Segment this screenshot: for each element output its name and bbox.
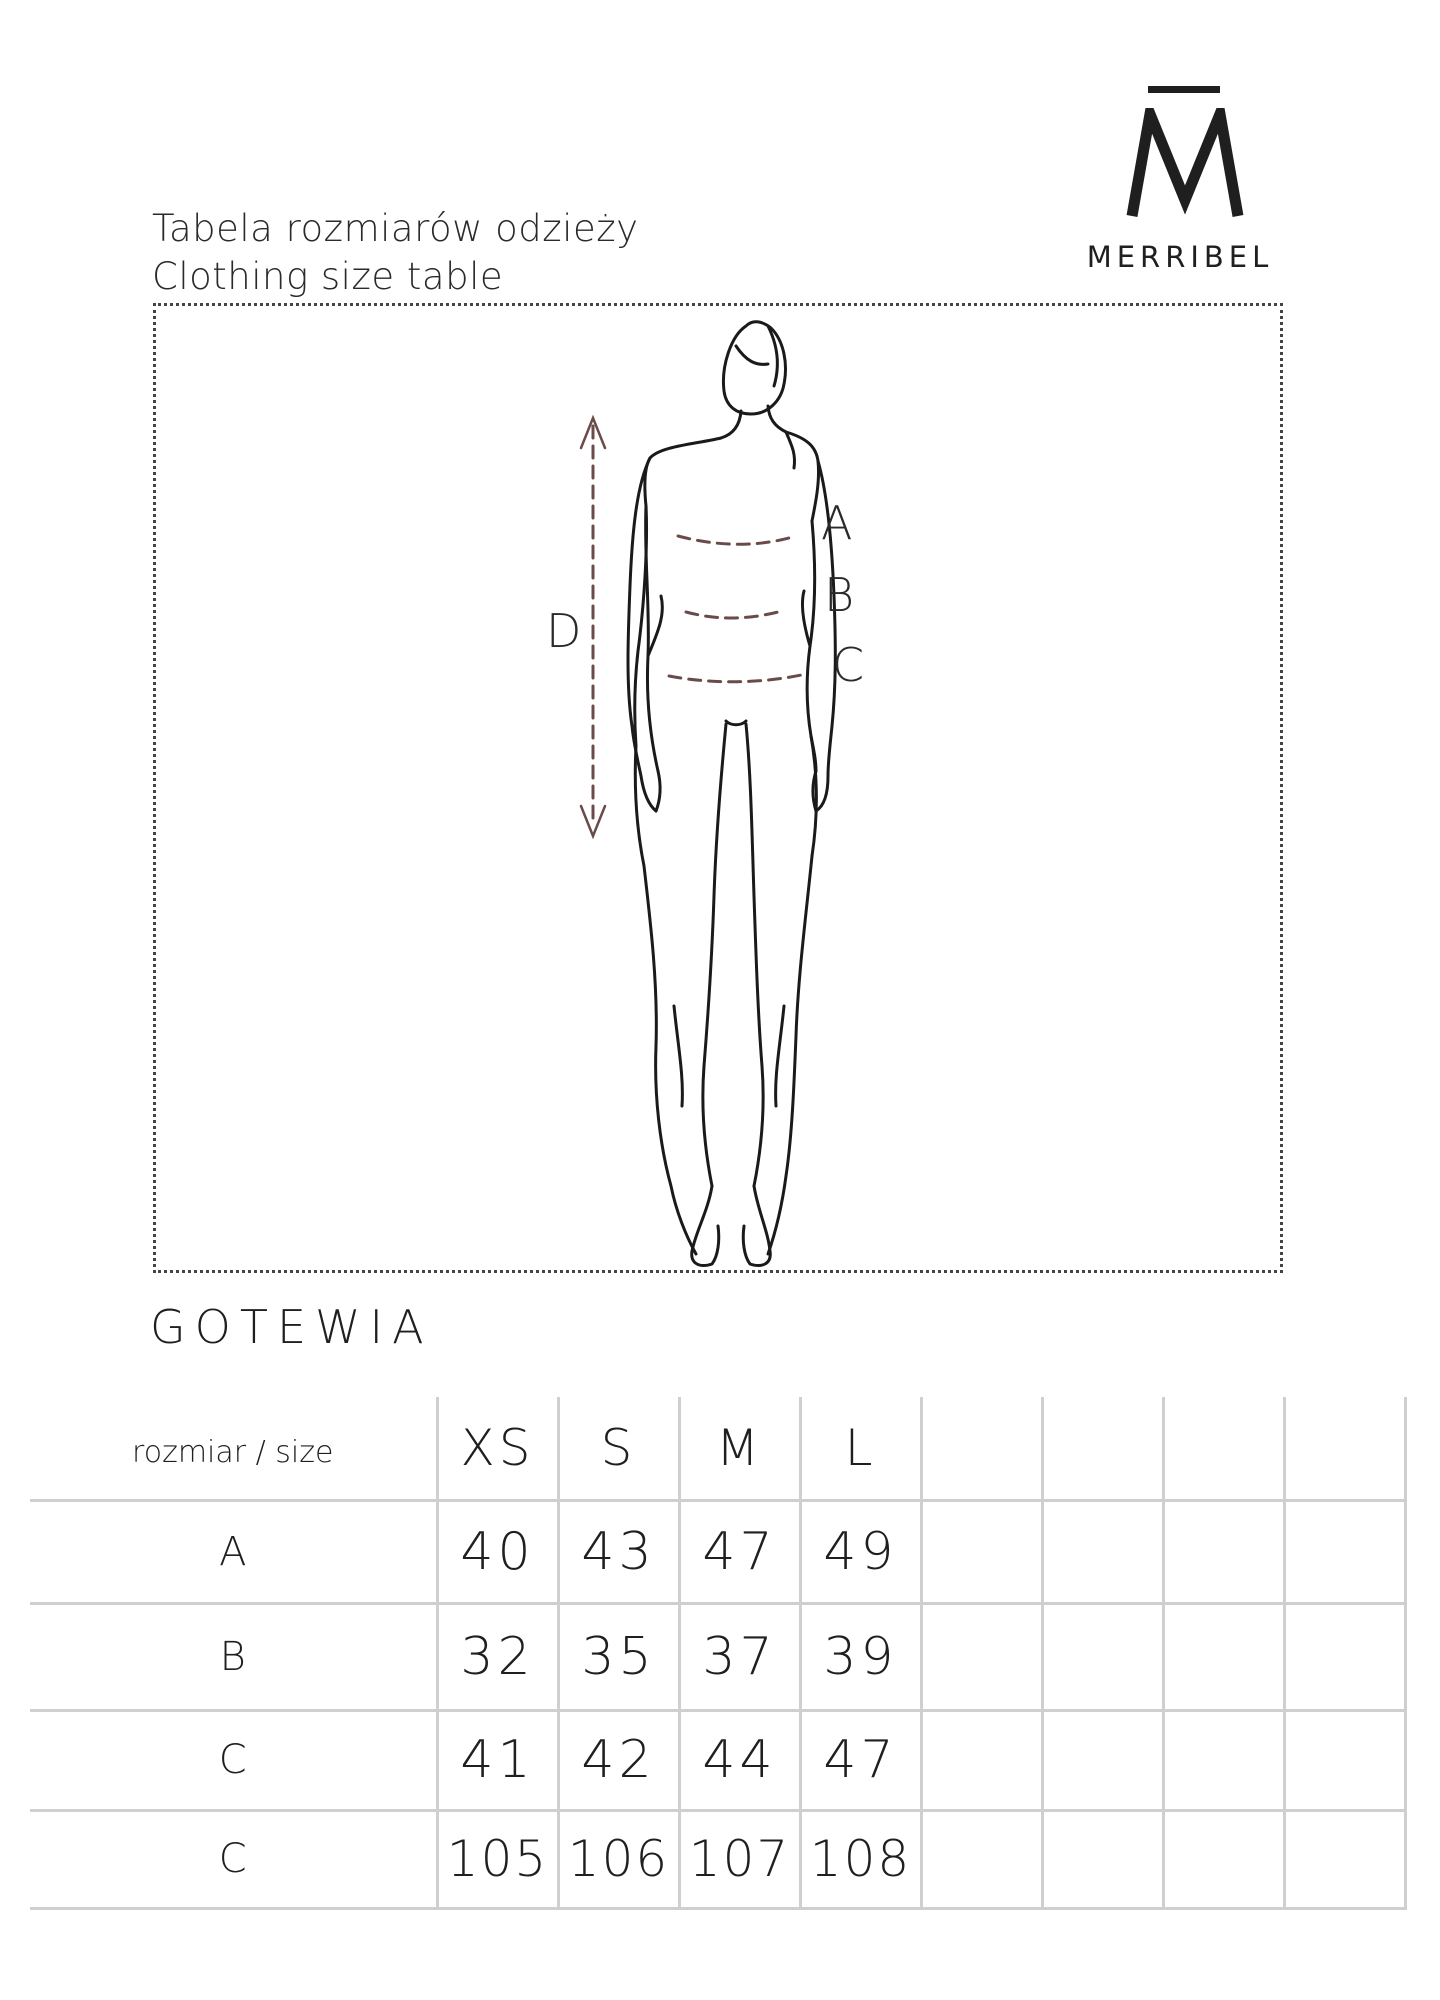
table-cell-empty [1163,1810,1284,1908]
bust-line-a [678,536,796,544]
table-cell-empty [1284,1603,1405,1710]
heading-polish: Tabela rozmiarów odzieży [152,207,639,250]
table-cell-empty [1284,1500,1405,1603]
table-cell-empty [921,1500,1042,1603]
table-cell: 44 [679,1710,800,1810]
table-cell: 49 [800,1500,921,1603]
table-cell-empty [1042,1603,1163,1710]
row-label: C [30,1810,437,1908]
table-cell-empty [1163,1603,1284,1710]
table-cell: 37 [679,1603,800,1710]
row-label: A [30,1500,437,1603]
table-row [30,1603,1405,1710]
label-c: C [832,638,865,692]
table-cell-empty [1163,1500,1284,1603]
table-cell: 35 [558,1603,679,1710]
size-col-header [1284,1397,1405,1500]
table-cell: 39 [800,1603,921,1710]
table-cell: 108 [800,1810,921,1908]
table-cell: 107 [679,1810,800,1908]
table-cell-empty [921,1603,1042,1710]
brand-logo [1060,82,1300,282]
table-cell-empty [1042,1710,1163,1810]
size-col-header: S [558,1397,679,1500]
size-col-header: L [800,1397,921,1500]
table-cell-empty [1163,1710,1284,1810]
size-header-label: rozmiar / size [30,1397,437,1500]
table-cell-empty [1284,1810,1405,1908]
size-col-header [1042,1397,1163,1500]
table-cell-empty [1042,1810,1163,1908]
table-cell: 42 [558,1710,679,1810]
size-header-row [30,1397,1405,1500]
brand-name: MERRIBEL [1086,240,1274,274]
label-d: D [546,604,582,658]
label-b: B [824,568,855,622]
table-cell: 105 [437,1810,558,1908]
size-col-header [1163,1397,1284,1500]
table-cell-empty [1042,1500,1163,1603]
table-cell: 41 [437,1710,558,1810]
heading-english: Clothing size table [152,255,504,298]
label-a: A [821,496,853,550]
row-label: C [30,1710,437,1810]
table-cell: 47 [800,1710,921,1810]
table-cell-empty [921,1710,1042,1810]
table-cell: 40 [437,1500,558,1603]
table-cell: 43 [558,1500,679,1603]
table-cell: 106 [558,1810,679,1908]
table-row [30,1710,1405,1810]
size-col-header [921,1397,1042,1500]
waist-line-b [686,612,778,618]
size-col-header: M [679,1397,800,1500]
size-table [30,1397,1407,1910]
hip-line-c [669,674,806,682]
table-cell: 47 [679,1500,800,1603]
page-heading [152,205,639,301]
table-cell-empty [1284,1710,1405,1810]
logo-m-mark [1126,108,1244,218]
table-row [30,1500,1405,1603]
logo-macron [1148,86,1220,93]
product-name: GOTEWIA [150,1300,433,1354]
table-cell: 32 [437,1603,558,1710]
size-col-header: XS [437,1397,558,1500]
table-cell-empty [921,1810,1042,1908]
row-label: B [30,1603,437,1710]
body-silhouette-illustration [156,306,1286,1276]
measurement-figure-box [153,303,1283,1273]
table-row [30,1810,1405,1908]
